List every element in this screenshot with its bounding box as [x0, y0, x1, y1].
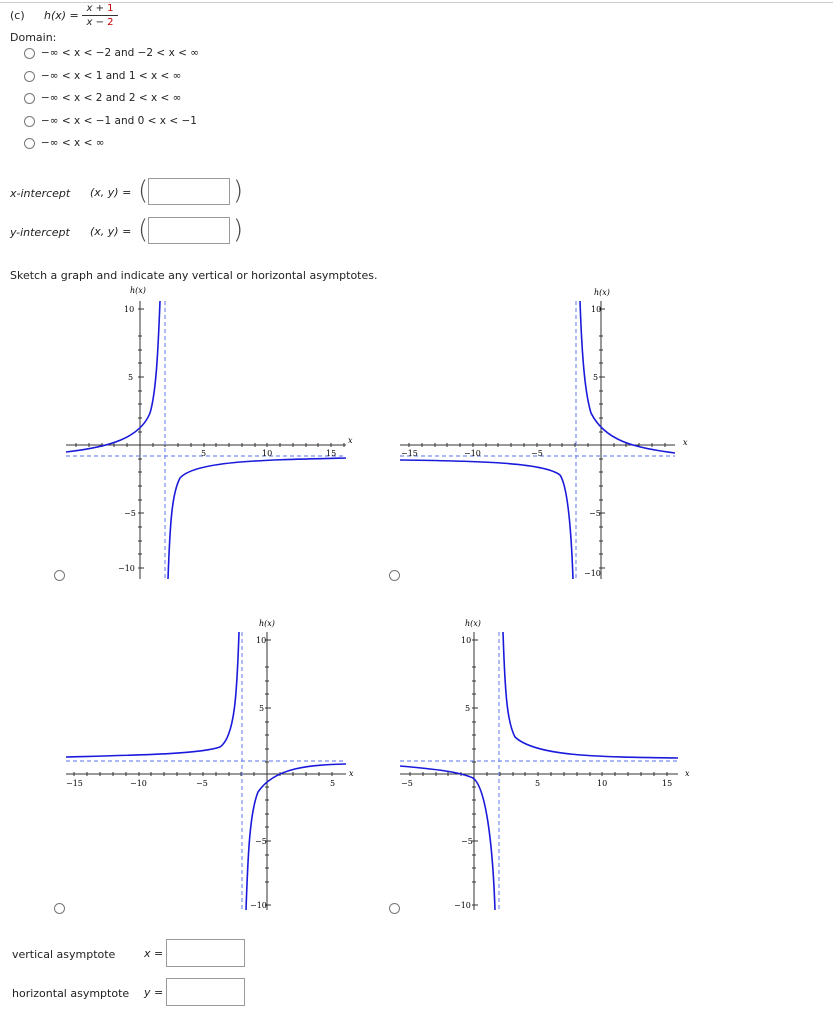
domain-radio-2[interactable]: [24, 71, 35, 82]
graph-1-ytick-1: 10: [124, 305, 135, 314]
x-intercept-right-paren: ): [233, 176, 244, 206]
horizontal-asymptote-eq: y =: [144, 986, 164, 999]
graph-3-ytick-2: 5: [259, 704, 265, 713]
x-intercept-left-paren: (: [138, 176, 149, 206]
graph-2-ytick-3: −5: [589, 509, 601, 518]
graph-3-axes: [66, 632, 346, 910]
part-label: (c): [10, 9, 25, 22]
graph-1-xtick-3: 15: [326, 449, 337, 458]
x-intercept-label: x-intercept: [10, 187, 71, 200]
graph-3-xtick-4: 5: [330, 779, 336, 788]
numerator-variable: x +: [86, 3, 108, 14]
graph-2-axes: [400, 301, 675, 579]
graph-3-ytick-1: 10: [256, 636, 267, 645]
graph-1-ytick-4: −10: [118, 564, 135, 573]
graph-1-xtick-2: 10: [262, 449, 273, 458]
graph-1: [0, 283, 400, 583]
graph-4-radio[interactable]: [389, 903, 400, 914]
graph-4-ytick-1: 10: [461, 636, 472, 645]
graph-4-xtick-1: −5: [401, 779, 413, 788]
x-intercept-eq: (x, y) =: [90, 186, 132, 199]
graph-3-xtick-1: −15: [66, 779, 83, 788]
domain-radio-5[interactable]: [24, 138, 35, 149]
domain-option-4: −∞ < x < −1 and 0 < x < −1: [41, 115, 197, 127]
y-intercept-right-paren: ): [233, 215, 244, 245]
graph-1-axes: [66, 301, 346, 579]
graph-1-right-branch: [168, 458, 346, 579]
y-intercept-eq: (x, y) =: [90, 225, 132, 238]
graph-4-ytick-2: 5: [465, 704, 471, 713]
graph-4-xtick-4: 15: [662, 779, 673, 788]
graph-4-xtick-2: 5: [535, 779, 541, 788]
graph-4-left-branch: [400, 766, 495, 910]
graph-4-x-axis-label: x: [685, 769, 690, 778]
domain-option-3: −∞ < x < 2 and 2 < x < ∞: [41, 92, 182, 104]
graph-2-ytick-2: 5: [593, 373, 599, 382]
graph-2-radio[interactable]: [389, 570, 400, 581]
denominator-constant: 2: [107, 17, 114, 28]
y-intercept-label: y-intercept: [10, 226, 70, 239]
domain-option-5: −∞ < x < ∞: [41, 137, 105, 149]
domain-option-1: −∞ < x < −2 and −2 < x < ∞: [41, 47, 199, 59]
graph-1-radio[interactable]: [54, 570, 65, 581]
graph-3-y-axis-label: h(x): [259, 619, 275, 628]
top-divider: [0, 2, 833, 3]
graph-2-ytick-1: 10: [591, 305, 602, 314]
graph-2-xtick-3: −5: [531, 449, 543, 458]
domain-label: Domain:: [10, 31, 57, 44]
graph-1-y-axis-label: h(x): [130, 286, 146, 295]
graph-3-xtick-2: −10: [130, 779, 147, 788]
graph-4-xtick-3: 10: [597, 779, 608, 788]
function-name: h(x) =: [44, 9, 79, 22]
graph-3: [0, 612, 400, 912]
sketch-instruction: Sketch a graph and indicate any vertical or horizontal asymptotes.: [10, 269, 378, 282]
graph-2-x-axis-label: x: [683, 438, 688, 447]
graph-1-x-axis-label: x: [348, 436, 353, 445]
graph-3-ytick-4: −10: [250, 901, 267, 910]
graph-3-x-axis-label: x: [349, 769, 354, 778]
graph-3-left-branch: [66, 632, 239, 757]
graph-3-xtick-3: −5: [196, 779, 208, 788]
domain-option-2: −∞ < x < 1 and 1 < x < ∞: [41, 70, 182, 82]
graph-2-ytick-4: −10: [584, 569, 601, 578]
domain-radio-4[interactable]: [24, 116, 35, 127]
vertical-asymptote-input[interactable]: [166, 939, 245, 967]
numerator-constant: 1: [107, 3, 114, 14]
graph-1-left-branch: [66, 301, 160, 452]
vertical-asymptote-eq: x =: [144, 947, 164, 960]
domain-radio-3[interactable]: [24, 93, 35, 104]
horizontal-asymptote-label: horizontal asymptote: [12, 987, 130, 1000]
graph-4: [395, 612, 695, 912]
graph-1-xtick-1: 5: [201, 449, 207, 458]
horizontal-asymptote-input[interactable]: [166, 978, 245, 1006]
denominator-variable: x −: [86, 17, 108, 28]
graph-3-radio[interactable]: [54, 903, 65, 914]
domain-radio-1[interactable]: [24, 48, 35, 59]
graph-2-left-branch: [400, 460, 573, 579]
vertical-asymptote-label: vertical asymptote: [12, 948, 116, 961]
graph-2-y-axis-label: h(x): [594, 288, 610, 297]
x-intercept-input[interactable]: [148, 178, 230, 205]
graph-2: [395, 283, 695, 583]
y-intercept-input[interactable]: [148, 217, 230, 244]
graph-2-xtick-1: −15: [401, 449, 418, 458]
graph-4-ytick-3: −5: [461, 837, 473, 846]
graph-4-y-axis-label: h(x): [465, 619, 481, 628]
y-intercept-left-paren: (: [138, 215, 149, 245]
graph-1-ytick-3: −5: [124, 509, 136, 518]
function-fraction: [82, 3, 118, 28]
graph-1-ytick-2: 5: [128, 373, 134, 382]
graph-4-right-branch: [503, 632, 678, 758]
graph-3-ytick-3: −5: [255, 837, 267, 846]
graph-2-xtick-2: −10: [464, 449, 481, 458]
graph-4-ytick-4: −10: [454, 901, 471, 910]
